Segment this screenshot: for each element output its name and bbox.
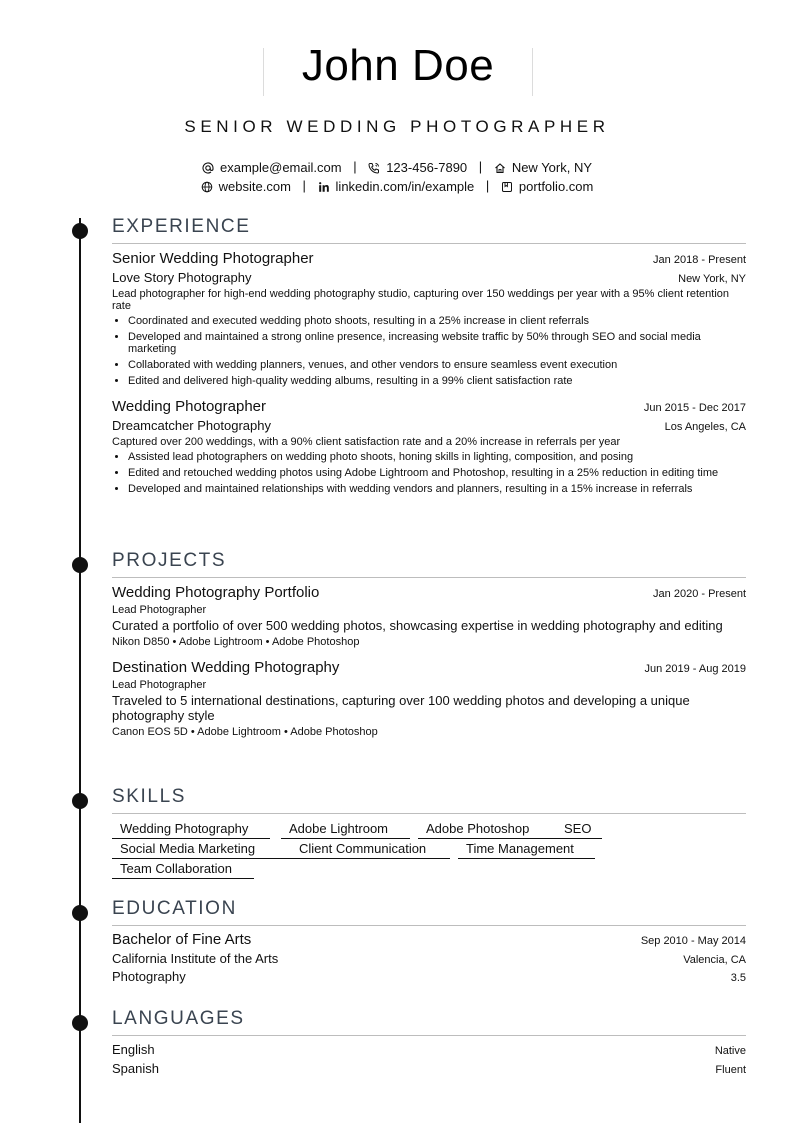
timeline-dot — [72, 905, 88, 921]
contact-portfolio[interactable] — [501, 179, 593, 194]
contact-separator: | — [478, 159, 483, 174]
skill-tag: Social Media Marketing — [112, 840, 291, 859]
linkedin-text: linkedin.com/in/example — [335, 179, 475, 195]
list-item: • Edited and retouched wedding photos using Adobe Lightroom and Photoshop, resulting in a 25% reduction in editing time — [128, 467, 746, 479]
job-dates: Jan 2018 - Present — [653, 254, 746, 266]
language-level: Native — [714, 1045, 746, 1057]
skill-tag: SEO — [556, 820, 602, 839]
list-item: • Assisted lead photographers on wedding photo shoots, honing skills in lighting, composition, and posing — [128, 451, 746, 463]
name-frame — [263, 41, 533, 96]
section-divider — [112, 577, 746, 578]
school-location: Valencia, CA — [683, 954, 746, 966]
linkedin-icon — [318, 181, 330, 193]
job-role: Senior Wedding Photographer — [112, 250, 314, 267]
globe-icon — [201, 181, 213, 193]
job-summary: Captured over 200 weddings, with a 90% client satisfaction rate and a 20% increase in referrals per year — [112, 436, 621, 448]
project-entry — [112, 584, 746, 648]
website-text: website.com — [218, 179, 291, 195]
list-item: • Coordinated and executed wedding photo shoots, resulting in a 25% increase in client referrals — [128, 315, 746, 327]
language-row — [112, 1042, 746, 1061]
contact-location — [494, 160, 592, 175]
experience-section — [112, 215, 746, 499]
job-location: Los Angeles, CA — [664, 421, 746, 433]
skill-tag: Time Management — [458, 840, 595, 859]
section-heading: SKILLS — [112, 786, 187, 807]
section-heading: LANGUAGES — [112, 1008, 245, 1029]
at-sign-icon — [202, 162, 214, 174]
project-dates: Jun 2019 - Aug 2019 — [644, 663, 746, 675]
project-dates: Jan 2020 - Present — [653, 588, 746, 600]
contact-line-2 — [0, 178, 794, 194]
list-item: • Developed and maintained a strong online presence, increasing website traffic by 50% through SEO and social media marketing — [128, 331, 746, 355]
portfolio-icon — [501, 181, 513, 193]
timeline-dot — [72, 223, 88, 239]
project-entry — [112, 659, 746, 738]
portfolio-text: portfolio.com — [518, 179, 594, 195]
language-level: Fluent — [715, 1064, 746, 1076]
timeline-dot — [72, 1015, 88, 1031]
education-section — [112, 897, 746, 984]
job-bullets — [112, 315, 746, 387]
skills-list — [112, 820, 746, 882]
contact-separator: | — [302, 178, 306, 193]
section-heading: EDUCATION — [112, 898, 237, 919]
job-company: Love Story Photography — [112, 270, 252, 285]
location-text: New York, NY — [511, 160, 593, 176]
language-name: Spanish — [112, 1061, 159, 1076]
education-dates: Sep 2010 - May 2014 — [640, 935, 746, 947]
project-description: Curated a portfolio of over 500 wedding photos, showcasing expertise in wedding photography and editing — [112, 618, 723, 633]
job-location: New York, NY — [678, 273, 746, 285]
contact-website[interactable] — [201, 179, 291, 194]
home-icon — [494, 162, 506, 174]
timeline-line — [79, 218, 81, 1123]
contact-separator: | — [485, 178, 490, 193]
projects-section — [112, 549, 746, 738]
phone-text: 123-456-7890 — [386, 160, 468, 176]
contact-phone[interactable] — [368, 160, 467, 175]
contact-separator: | — [353, 159, 357, 174]
project-tools: Nikon D850 • Adobe Lightroom • Adobe Photoshop — [112, 636, 360, 648]
job-entry — [112, 398, 746, 495]
job-entry — [112, 250, 746, 387]
project-role: Lead Photographer — [112, 679, 207, 691]
field-of-study: Photography — [112, 969, 186, 984]
section-divider — [112, 925, 746, 926]
phone-icon — [368, 162, 380, 174]
section-heading: EXPERIENCE — [112, 216, 251, 237]
job-dates: Jun 2015 - Dec 2017 — [643, 402, 746, 414]
skill-tag: Team Collaboration — [112, 860, 254, 879]
list-item: • Edited and delivered high-quality wedding albums, resulting in a 99% client satisfaction rate — [128, 375, 746, 387]
section-divider — [112, 1035, 746, 1036]
skills-section — [112, 785, 746, 882]
timeline-dot — [72, 557, 88, 573]
skill-tag: Adobe Lightroom — [281, 820, 410, 839]
contact-line-1 — [0, 159, 794, 175]
contact-email[interactable] — [202, 160, 342, 175]
job-role: Wedding Photographer — [112, 398, 266, 415]
contact-linkedin[interactable] — [318, 179, 475, 194]
skill-tag: Adobe Photoshop — [418, 820, 556, 839]
languages-section — [112, 1007, 746, 1080]
list-item: • Collaborated with wedding planners, venues, and other vendors to ensure seamless event execution — [128, 359, 746, 371]
project-name: Wedding Photography Portfolio — [112, 584, 320, 601]
list-item: • Developed and maintained relationships with wedding vendors and planners, resulting in a 15% increase in referrals — [128, 483, 746, 495]
job-bullets — [112, 451, 746, 495]
job-title: SENIOR WEDDING PHOTOGRAPHER — [184, 117, 610, 136]
project-tools: Canon EOS 5D • Adobe Lightroom • Adobe Photoshop — [112, 726, 378, 738]
skill-tag: Client Communication — [291, 840, 450, 859]
section-divider — [112, 243, 746, 244]
language-name: English — [112, 1042, 155, 1057]
candidate-name: John Doe — [301, 41, 495, 90]
job-company: Dreamcatcher Photography — [112, 418, 271, 433]
school: California Institute of the Arts — [112, 951, 279, 966]
section-divider — [112, 813, 746, 814]
skill-tag: Wedding Photography — [112, 820, 270, 839]
degree: Bachelor of Fine Arts — [112, 931, 252, 948]
gpa: 3.5 — [730, 972, 746, 984]
section-heading: PROJECTS — [112, 550, 227, 571]
project-name: Destination Wedding Photography — [112, 659, 340, 676]
project-role: Lead Photographer — [112, 604, 207, 616]
job-summary: Lead photographer for high-end wedding photography studio, capturing over 150 weddings per year with a 95% client retention rate — [112, 288, 730, 312]
project-description: Traveled to 5 international destinations, capturing over 100 wedding photos and developing a unique photography style — [112, 693, 690, 723]
language-row — [112, 1061, 746, 1080]
email-text: example@email.com — [219, 160, 342, 176]
timeline-dot — [72, 793, 88, 809]
